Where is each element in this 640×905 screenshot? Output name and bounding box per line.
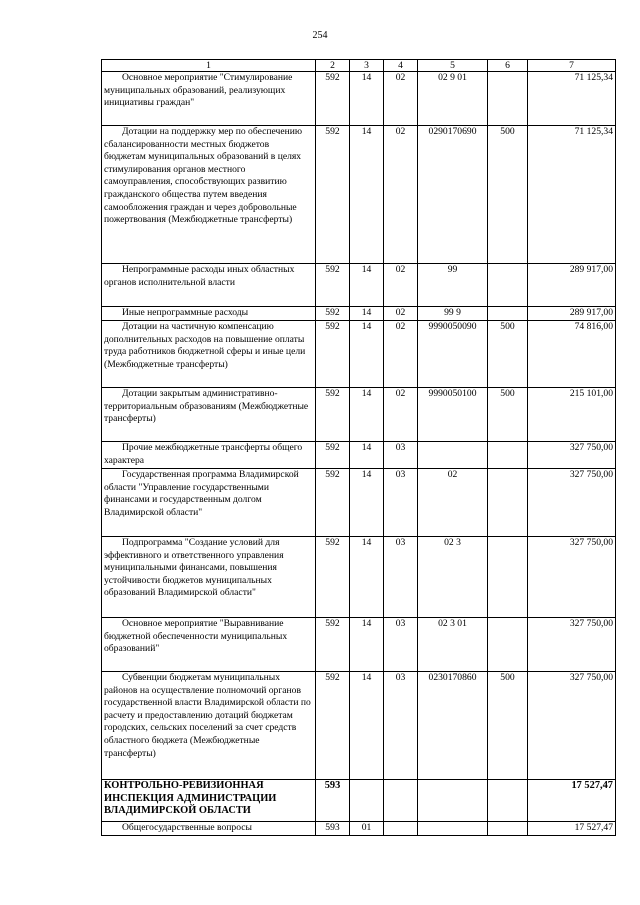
- name-cell: [102, 307, 316, 321]
- target-article-cell: 0290170690: [418, 126, 488, 264]
- amount-cell: 327 750,00: [528, 618, 616, 672]
- table-row: [102, 388, 616, 442]
- section-cell: 14: [350, 72, 384, 126]
- expense-type-cell: [488, 618, 528, 672]
- subsection-cell: 02: [384, 72, 418, 126]
- subsection-cell: 02: [384, 388, 418, 442]
- table-row: [102, 537, 616, 618]
- header-col-6: 6: [488, 60, 528, 72]
- admin-code-cell: 592: [316, 264, 350, 307]
- subsection-cell: 03: [384, 442, 418, 469]
- header-col-2: 2: [316, 60, 350, 72]
- target-article-cell: 02 3: [418, 537, 488, 618]
- name-text: Государственная программа Владимирской области "Управление государственными финансами и государственным долгом Владимирской области": [104, 469, 299, 518]
- name-text: Дотации на частичную компенсацию дополнительных расходов на повышение оплаты труда работников бюджетной сферы и иные цели (Межбюджетные трансферты): [104, 321, 306, 370]
- subsection-cell: 03: [384, 618, 418, 672]
- table-row: [102, 780, 616, 822]
- admin-code-cell: 592: [316, 537, 350, 618]
- budget-table: [101, 59, 616, 836]
- expense-type-cell: [488, 72, 528, 126]
- target-article-cell: 0230170860: [418, 672, 488, 780]
- expense-type-cell: 500: [488, 321, 528, 388]
- table-row: [102, 672, 616, 780]
- expense-type-cell: [488, 307, 528, 321]
- target-article-cell: 9990050090: [418, 321, 488, 388]
- header-col-1: 1: [102, 60, 316, 72]
- amount-cell: 327 750,00: [528, 672, 616, 780]
- admin-code-cell: 592: [316, 672, 350, 780]
- subsection-cell: 02: [384, 307, 418, 321]
- table-row: [102, 307, 616, 321]
- name-text: Общегосударственные вопросы: [122, 822, 252, 833]
- expense-type-cell: [488, 442, 528, 469]
- table-row: [102, 72, 616, 126]
- section-cell: 14: [350, 618, 384, 672]
- amount-cell: 17 527,47: [528, 822, 616, 836]
- expense-type-cell: [488, 537, 528, 618]
- expense-type-cell: [488, 780, 528, 822]
- name-cell: [102, 618, 316, 672]
- header-col-7: 7: [528, 60, 616, 72]
- name-cell: [102, 822, 316, 836]
- section-cell: 14: [350, 307, 384, 321]
- target-article-cell: 02 3 01: [418, 618, 488, 672]
- amount-cell: 327 750,00: [528, 537, 616, 618]
- name-cell: [102, 321, 316, 388]
- subsection-cell: [384, 822, 418, 836]
- admin-code-cell: 592: [316, 126, 350, 264]
- header-col-5: 5: [418, 60, 488, 72]
- name-cell: [102, 388, 316, 442]
- section-cell: 14: [350, 469, 384, 537]
- name-text: Дотации закрытым административно-территориальным образованиям (Межбюджетные трансферты): [104, 388, 309, 425]
- name-cell: [102, 72, 316, 126]
- amount-cell: 289 917,00: [528, 307, 616, 321]
- name-text: Прочие межбюджетные трансферты общего характера: [104, 442, 303, 466]
- expense-type-cell: 500: [488, 126, 528, 264]
- target-article-cell: 02: [418, 469, 488, 537]
- subsection-cell: [384, 780, 418, 822]
- admin-code-cell: 592: [316, 307, 350, 321]
- name-cell: [102, 126, 316, 264]
- admin-code-cell: 592: [316, 469, 350, 537]
- table-row: [102, 618, 616, 672]
- amount-cell: 17 527,47: [528, 780, 616, 822]
- subsection-cell: 03: [384, 469, 418, 537]
- section-cell: 14: [350, 672, 384, 780]
- section-cell: 14: [350, 321, 384, 388]
- admin-code-cell: 593: [316, 780, 350, 822]
- target-article-cell: 02 9 01: [418, 72, 488, 126]
- table-row: [102, 469, 616, 537]
- amount-cell: 327 750,00: [528, 442, 616, 469]
- subsection-cell: 03: [384, 672, 418, 780]
- target-article-cell: 99 9: [418, 307, 488, 321]
- table-row: [102, 822, 616, 836]
- name-cell: [102, 537, 316, 618]
- subsection-cell: 02: [384, 321, 418, 388]
- expense-type-cell: 500: [488, 672, 528, 780]
- amount-cell: 327 750,00: [528, 469, 616, 537]
- name-text: Основное мероприятие "Выравнивание бюджетной обеспеченности муниципальных образований": [104, 618, 288, 655]
- section-cell: [350, 780, 384, 822]
- section-cell: 14: [350, 126, 384, 264]
- table-row: [102, 321, 616, 388]
- name-cell: [102, 264, 316, 307]
- amount-cell: 71 125,34: [528, 72, 616, 126]
- admin-code-cell: 592: [316, 388, 350, 442]
- table-row: [102, 442, 616, 469]
- table-row: [102, 264, 616, 307]
- name-cell: [102, 442, 316, 469]
- table-row: [102, 126, 616, 264]
- header-row: [102, 60, 616, 72]
- admin-code-cell: 593: [316, 822, 350, 836]
- expense-type-cell: [488, 822, 528, 836]
- section-cell: 14: [350, 264, 384, 307]
- name-text: Непрограммные расходы иных областных органов исполнительной власти: [104, 264, 295, 288]
- expense-type-cell: [488, 264, 528, 307]
- target-article-cell: [418, 442, 488, 469]
- amount-cell: 74 816,00: [528, 321, 616, 388]
- name-text: Дотации на поддержку мер по обеспечению сбалансированности местных бюджетов бюджетам муниципальных образований в целях стимулирования органов местного самоуправления, способствующих развитию гражданского общества путем введения самообложения граждан и через добровольные пожертвования (Межбюджетные трансферты): [104, 126, 303, 226]
- target-article-cell: 99: [418, 264, 488, 307]
- page-number: 254: [312, 30, 328, 41]
- section-cell: 14: [350, 537, 384, 618]
- expense-type-cell: 500: [488, 388, 528, 442]
- header-col-4: 4: [384, 60, 418, 72]
- expense-type-cell: [488, 469, 528, 537]
- name-text: Иные непрограммные расходы: [122, 307, 249, 318]
- name-cell: [102, 672, 316, 780]
- section-cell: 14: [350, 388, 384, 442]
- subsection-cell: 03: [384, 537, 418, 618]
- target-article-cell: 9990050100: [418, 388, 488, 442]
- subsection-cell: 02: [384, 264, 418, 307]
- section-cell: 01: [350, 822, 384, 836]
- amount-cell: 71 125,34: [528, 126, 616, 264]
- admin-code-cell: 592: [316, 618, 350, 672]
- admin-code-cell: 592: [316, 321, 350, 388]
- name-cell: [102, 469, 316, 537]
- name-text: Основное мероприятие "Стимулирование муниципальных образований, реализующих инициативы граждан": [104, 72, 293, 109]
- amount-cell: 215 101,00: [528, 388, 616, 442]
- admin-code-cell: 592: [316, 442, 350, 469]
- name-cell: КОНТРОЛЬНО-РЕВИЗИОННАЯ ИНСПЕКЦИЯ АДМИНИСТРАЦИИ ВЛАДИМИРСКОЙ ОБЛАСТИ: [102, 780, 316, 822]
- section-cell: 14: [350, 442, 384, 469]
- amount-cell: 289 917,00: [528, 264, 616, 307]
- name-text: Субвенции бюджетам муниципальных районов на осуществление полномочий органов государственной власти Владимирской области по расчету и предоставлению дотаций бюджетам городских, сельских поселений за счет средств областного бюджета (Межбюджетные трансферты): [104, 672, 311, 759]
- subsection-cell: 02: [384, 126, 418, 264]
- header-col-3: 3: [350, 60, 384, 72]
- name-text: Подпрограмма "Создание условий для эффективного и ответственного управления муниципальными финансами, повышения устойчивости бюджетов муниципальных образований Владимирской области": [104, 537, 284, 599]
- admin-code-cell: 592: [316, 72, 350, 126]
- target-article-cell: [418, 822, 488, 836]
- target-article-cell: [418, 780, 488, 822]
